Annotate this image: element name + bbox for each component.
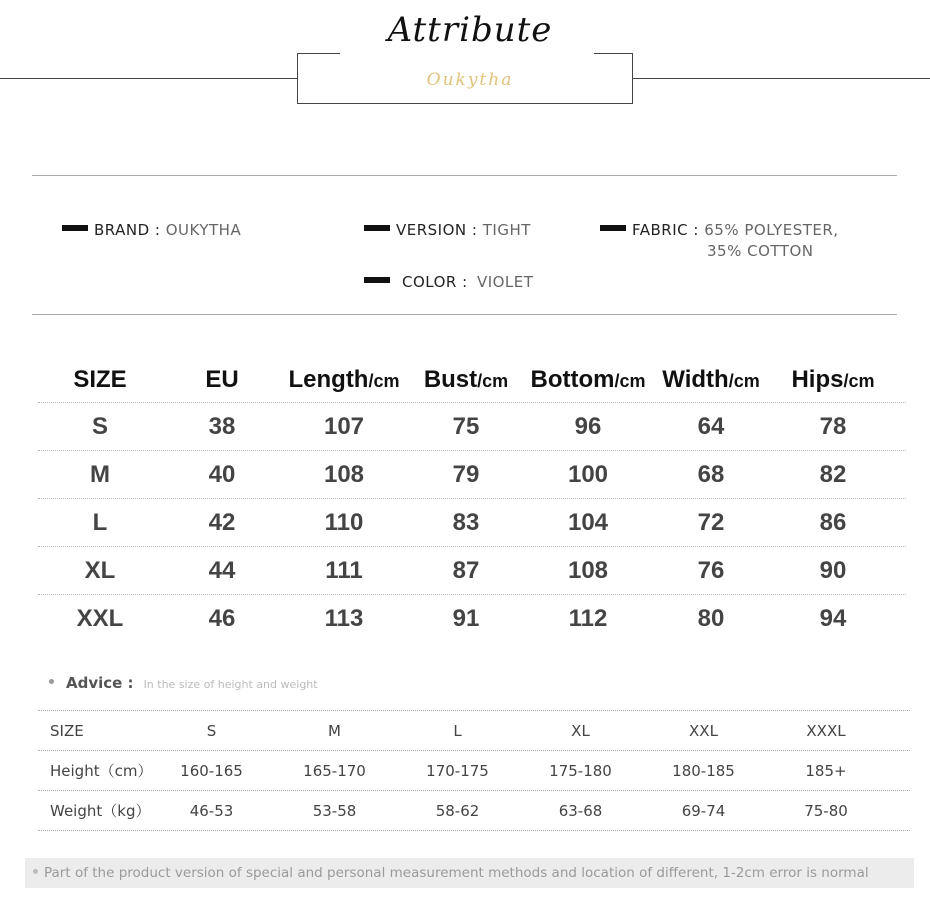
bullet-bar-icon — [364, 277, 390, 283]
table-cell: 75-80 — [804, 801, 848, 820]
bullet-bar-icon — [600, 225, 626, 231]
header-line-left — [0, 78, 297, 79]
table-cell: S — [206, 721, 217, 740]
table-cell: 108 — [323, 460, 365, 488]
advice-heading — [49, 673, 318, 692]
table-cell: 110 — [324, 508, 364, 536]
bullet-dot-icon — [33, 869, 38, 874]
header-cell — [650, 366, 772, 394]
table-cell: 63-68 — [558, 801, 603, 820]
table-cell: 40 — [208, 460, 236, 488]
table-cell: 112 — [568, 604, 608, 632]
bullet-bar-icon — [364, 225, 390, 231]
table-cell: 91 — [452, 604, 480, 632]
measurement-disclaimer — [25, 858, 914, 888]
bullet-dot-icon — [49, 679, 54, 684]
attribute-value: 65% POLYESTER, — [704, 221, 839, 239]
table-cell: L — [92, 508, 108, 536]
table-row — [38, 499, 906, 547]
table-cell: SIZE — [50, 721, 84, 740]
header-unit: /cm — [728, 371, 760, 391]
table-cell: 46 — [208, 604, 236, 632]
disclaimer-text: Part of the product version of special and personal measurement methods and location of different, 1-2cm error is normal — [44, 865, 869, 881]
divider-top — [32, 175, 897, 176]
header-label: Bust — [423, 366, 478, 393]
header-line-right — [633, 78, 930, 79]
attribute-value: VIOLET — [476, 273, 534, 291]
attribute-key: VERSION : — [396, 221, 478, 239]
header-cell — [772, 366, 894, 394]
brand-script-subtitle: Oukytha — [426, 70, 514, 90]
advice-note: In the size of height and weight — [143, 678, 318, 691]
table-cell: XXL — [76, 604, 124, 632]
table-cell: L — [453, 721, 462, 740]
table-row — [38, 791, 910, 831]
header-cell — [282, 366, 406, 394]
table-row — [38, 751, 910, 791]
table-cell: S — [91, 412, 108, 440]
table-cell: 58-62 — [435, 801, 480, 820]
table-cell: 113 — [324, 604, 364, 632]
table-cell: 108 — [567, 556, 609, 584]
table-cell: 83 — [452, 508, 480, 536]
table-cell: 72 — [697, 508, 725, 536]
table-cell: 170-175 — [426, 761, 489, 780]
header-cell — [526, 366, 650, 394]
attribute-fabric — [600, 220, 839, 241]
table-cell: M — [90, 460, 110, 488]
header-label: Hips — [791, 366, 844, 393]
table-cell: 42 — [208, 508, 236, 536]
table-cell: 107 — [323, 412, 365, 440]
table-cell: 94 — [819, 604, 847, 632]
table-cell: XL — [571, 721, 590, 740]
advice-label: Advice : — [66, 674, 134, 692]
table-cell: XL — [84, 556, 116, 584]
table-cell: 80 — [697, 604, 725, 632]
table-cell: 69-74 — [681, 801, 726, 820]
table-cell: Weight（kg） — [50, 802, 151, 820]
header-unit: /cm — [368, 371, 400, 391]
table-row — [38, 595, 906, 642]
attribute-fabric-line2 — [707, 241, 813, 262]
table-cell: 180-185 — [672, 761, 735, 780]
attribute-key: COLOR : — [402, 273, 468, 291]
bullet-bar-icon — [62, 225, 88, 231]
attribute-value: 35% COTTON — [707, 242, 814, 260]
attribute-value: TIGHT — [482, 221, 531, 239]
table-row — [38, 451, 906, 499]
size-table-header — [38, 358, 906, 403]
table-cell: 68 — [697, 460, 725, 488]
table-cell: Height（cm） — [50, 762, 153, 780]
table-cell: 53-58 — [312, 801, 357, 820]
table-cell: 79 — [452, 460, 480, 488]
attribute-value: OUKYTHA — [165, 221, 242, 239]
table-cell: XXL — [689, 721, 718, 740]
table-cell: M — [328, 721, 341, 740]
table-cell: 38 — [208, 412, 236, 440]
header-unit: /cm — [477, 371, 509, 391]
attribute-key: FABRIC : — [632, 221, 699, 239]
table-cell: 86 — [819, 508, 847, 536]
table-cell: 90 — [819, 556, 847, 584]
table-row — [38, 547, 906, 595]
attribute-version — [364, 220, 531, 241]
size-table — [38, 358, 906, 642]
header-label: Bottom — [530, 366, 615, 393]
header-label: EU — [205, 366, 239, 393]
attribute-key: BRAND : — [94, 221, 161, 239]
header-label: Width — [662, 366, 729, 393]
table-cell: 46-53 — [189, 801, 234, 820]
table-cell: 82 — [819, 460, 847, 488]
table-cell: 160-165 — [180, 761, 243, 780]
table-cell: 44 — [208, 556, 236, 584]
table-cell: 111 — [325, 556, 363, 584]
table-cell: 78 — [819, 412, 847, 440]
table-cell: 75 — [452, 412, 480, 440]
header-cell — [406, 366, 526, 394]
table-cell: 185+ — [805, 761, 847, 780]
table-cell: 175-180 — [549, 761, 612, 780]
header-unit: /cm — [614, 371, 646, 391]
table-cell: 100 — [567, 460, 609, 488]
table-cell: 76 — [697, 556, 725, 584]
header-cell — [38, 366, 162, 394]
advice-table — [38, 710, 910, 831]
attribute-brand — [62, 220, 241, 241]
header-unit: /cm — [843, 371, 875, 391]
table-cell: XXXL — [806, 721, 846, 740]
table-cell: 64 — [697, 412, 725, 440]
table-cell: 87 — [452, 556, 480, 584]
attribute-color — [364, 272, 533, 293]
table-row — [38, 711, 910, 751]
table-cell: 104 — [567, 508, 609, 536]
table-cell: 96 — [574, 412, 602, 440]
page-title: Attribute — [387, 10, 553, 50]
divider-middle — [32, 314, 897, 315]
header-cell — [162, 366, 282, 394]
header-label: SIZE — [73, 366, 127, 393]
table-cell: 165-170 — [303, 761, 366, 780]
table-row — [38, 403, 906, 451]
header-label: Length — [288, 366, 369, 393]
